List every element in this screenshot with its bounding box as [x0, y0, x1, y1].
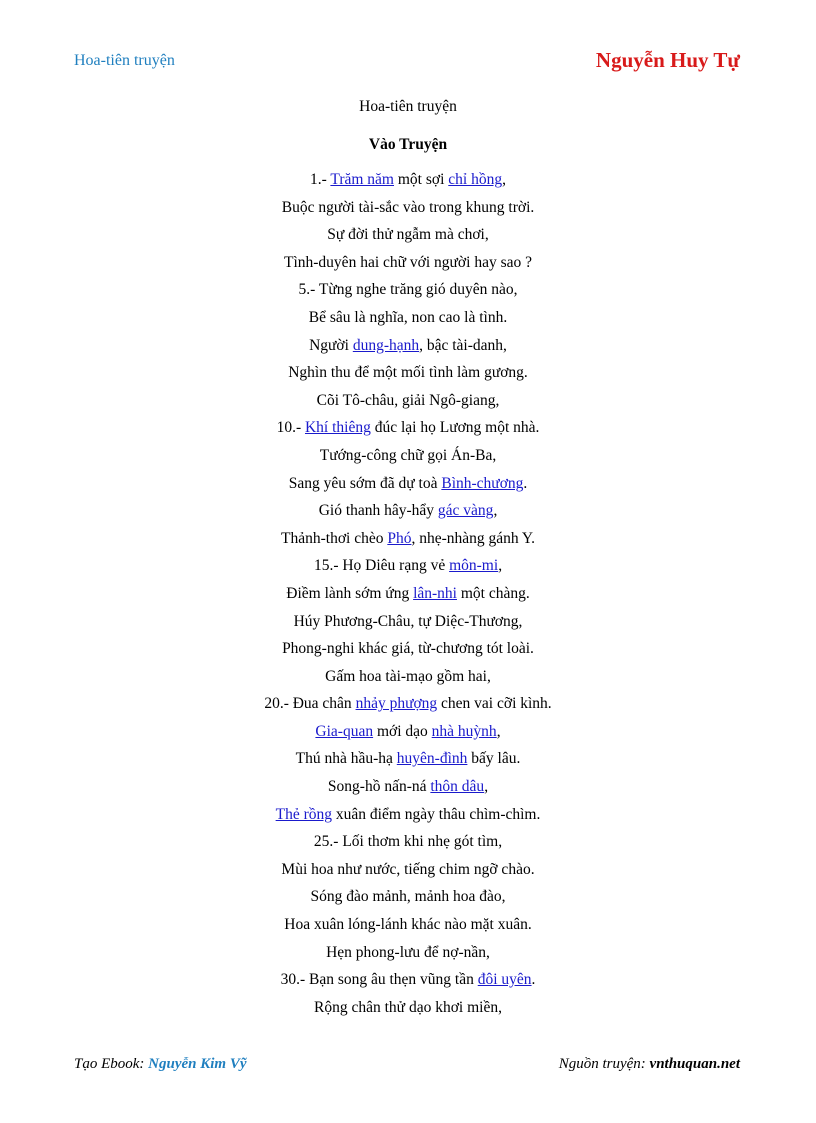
poem-text: đúc lại họ Lương một nhà. [370, 419, 540, 437]
poem-line [0, 249, 816, 277]
poem-text: , [493, 502, 498, 520]
footer-ebook-label: Tạo Ebook [74, 1056, 140, 1072]
poem-text: xuân điểm ngày thâu chìm-chìm. [332, 805, 541, 823]
footer-ebook-creator: Nguyễn Kim Vỹ [148, 1056, 247, 1072]
poem-line [0, 745, 816, 773]
poem-line [0, 635, 816, 663]
poem-text: , bậc tài-danh, [419, 336, 507, 354]
header-book-title: Hoa-tiên truyện [74, 52, 175, 69]
annotated-term-link[interactable]: dung-hạnh [352, 336, 420, 354]
poem-line [0, 332, 816, 360]
poem-text: 20.- Đua chân [264, 695, 356, 713]
poem-text: , [502, 171, 506, 188]
annotated-term-link[interactable]: Gia-quan [315, 722, 374, 740]
annotated-term-link[interactable]: Thẻ rồng [275, 805, 333, 823]
poem-line [0, 856, 816, 884]
poem-text: , nhẹ-nhàng gánh Y. [411, 529, 535, 547]
poem-line [0, 911, 816, 939]
book-subtitle: Hoa-tiên truyện [359, 98, 457, 115]
poem-line [0, 828, 816, 856]
poem-line [0, 883, 816, 911]
poem-line [0, 221, 816, 249]
header-author: Nguyễn Huy Tự [595, 48, 740, 72]
footer-source-site: vnthuquan.net [649, 1056, 740, 1072]
section-title: Vào Truyện [368, 136, 448, 153]
poem [0, 166, 816, 1021]
footer-source-separator: : [640, 1056, 650, 1072]
poem-text: Nghìn thu để một mối tình làm gương. [288, 364, 528, 382]
annotated-term-link[interactable]: gác vàng [437, 502, 494, 520]
footer-ebook-credit [74, 1056, 247, 1073]
footer-ebook-separator: : [139, 1056, 149, 1072]
annotated-term-link[interactable]: thôn dâu [430, 778, 485, 796]
annotated-term-link[interactable]: đôi uyên [477, 971, 532, 989]
poem-text: Sang yêu sớm đã dự toà [288, 474, 442, 492]
poem-text: Tình-duyên hai chữ với người hay sao ? [284, 253, 532, 271]
poem-line [0, 966, 816, 994]
poem-text: Húy Phương-Châu, tự Diệc-Thương, [293, 612, 523, 630]
poem-text: Thú nhà hầu-hạ [295, 750, 397, 768]
poem-text: chen vai cỡi kình. [437, 695, 552, 713]
annotated-term-link[interactable]: huyên-đình [396, 750, 468, 768]
footer-source-label: Nguồn truyện [558, 1056, 641, 1072]
annotated-term-link[interactable]: lân-nhi [413, 584, 457, 602]
annotated-term-link[interactable]: môn-mi [449, 557, 499, 575]
poem-line [0, 359, 816, 387]
poem-text: Sự đời thử ngẫm mà chơi, [327, 226, 489, 244]
poem-text: Thảnh-thơi chèo [281, 529, 388, 547]
annotated-term-link[interactable]: Bình-chương [441, 474, 524, 492]
poem-text: 15.- Họ Diêu rạng vẻ [313, 557, 450, 575]
poem-text: mới dạo [373, 722, 432, 740]
annotated-term-link[interactable]: Phó [387, 529, 412, 547]
poem-line [0, 690, 816, 718]
poem-line [0, 552, 816, 580]
poem-text: Buộc người tài-sắc vào trong khung trời. [281, 198, 535, 216]
poem-text: , [496, 722, 501, 740]
poem-line [0, 387, 816, 415]
poem-line [0, 525, 816, 553]
poem-line [0, 663, 816, 691]
poem-text: Người [309, 336, 353, 354]
poem-text: 10.- [276, 419, 305, 437]
poem-text: Hẹn phong-lưu để nợ-nần, [326, 943, 490, 961]
poem-text: 25.- Lối thơm khi nhẹ gót tìm, [313, 833, 503, 851]
annotated-term-link[interactable]: Trăm năm [330, 171, 394, 188]
poem-text: Điềm lành sớm ứng [286, 584, 414, 602]
poem-text: Song-hồ nấn-ná [327, 778, 431, 796]
poem-text: . [523, 474, 528, 492]
poem-line [0, 718, 816, 746]
poem-text: Gió thanh hây-hẩy [318, 502, 438, 520]
poem-text: bấy lâu. [467, 750, 521, 768]
poem-text: Rộng chân thử dạo khơi miền, [314, 998, 502, 1016]
poem-line [0, 939, 816, 967]
poem-text: Tướng-công chữ gọi Án-Ba, [319, 446, 497, 464]
poem-text: Hoa xuân lóng-lánh khác nào mặt xuân. [284, 916, 532, 934]
poem-line [0, 608, 816, 636]
poem-line [0, 580, 816, 608]
poem-line [0, 276, 816, 304]
poem-line [0, 442, 816, 470]
poem-text: một chàng. [456, 584, 530, 602]
poem-line [0, 994, 816, 1022]
annotated-term-link[interactable]: nhà huỳnh [431, 722, 497, 740]
poem-text: Gấm hoa tài-mạo gồm hai, [325, 667, 491, 685]
poem-line [0, 166, 816, 194]
poem-text: Sóng đào mảnh, mảnh hoa đào, [310, 888, 506, 906]
poem-text: 30.- Bạn song âu thẹn vũng tần [280, 971, 478, 989]
footer-source [559, 1056, 740, 1073]
poem-text: , [484, 778, 489, 796]
poem-text: . [531, 971, 536, 989]
annotated-term-link[interactable]: Khí thiêng [304, 419, 371, 437]
poem-line [0, 194, 816, 222]
annotated-term-link[interactable]: chỉ hồng [448, 171, 503, 188]
page-content [0, 92, 816, 1021]
poem-line [0, 773, 816, 801]
poem-line [0, 801, 816, 829]
poem-text: 1.- [310, 171, 331, 188]
poem-line [0, 497, 816, 525]
poem-text: 5.- Từng nghe trăng gió duyên nào, [298, 281, 518, 299]
poem-text: Mùi hoa như nước, tiếng chim ngỡ chào. [281, 860, 535, 878]
poem-line [0, 470, 816, 498]
poem-text: , [498, 557, 503, 575]
poem-text: Phong-nghi khác giá, từ-chương tót loài. [282, 640, 534, 658]
annotated-term-link[interactable]: nhảy phượng [355, 695, 438, 713]
poem-line [0, 414, 816, 442]
poem-text: Cõi Tô-châu, giải Ngô-giang, [316, 391, 500, 409]
poem-line [0, 304, 816, 332]
poem-text: một sợi [394, 171, 449, 188]
poem-text: Bể sâu là nghĩa, non cao là tình. [308, 308, 508, 326]
